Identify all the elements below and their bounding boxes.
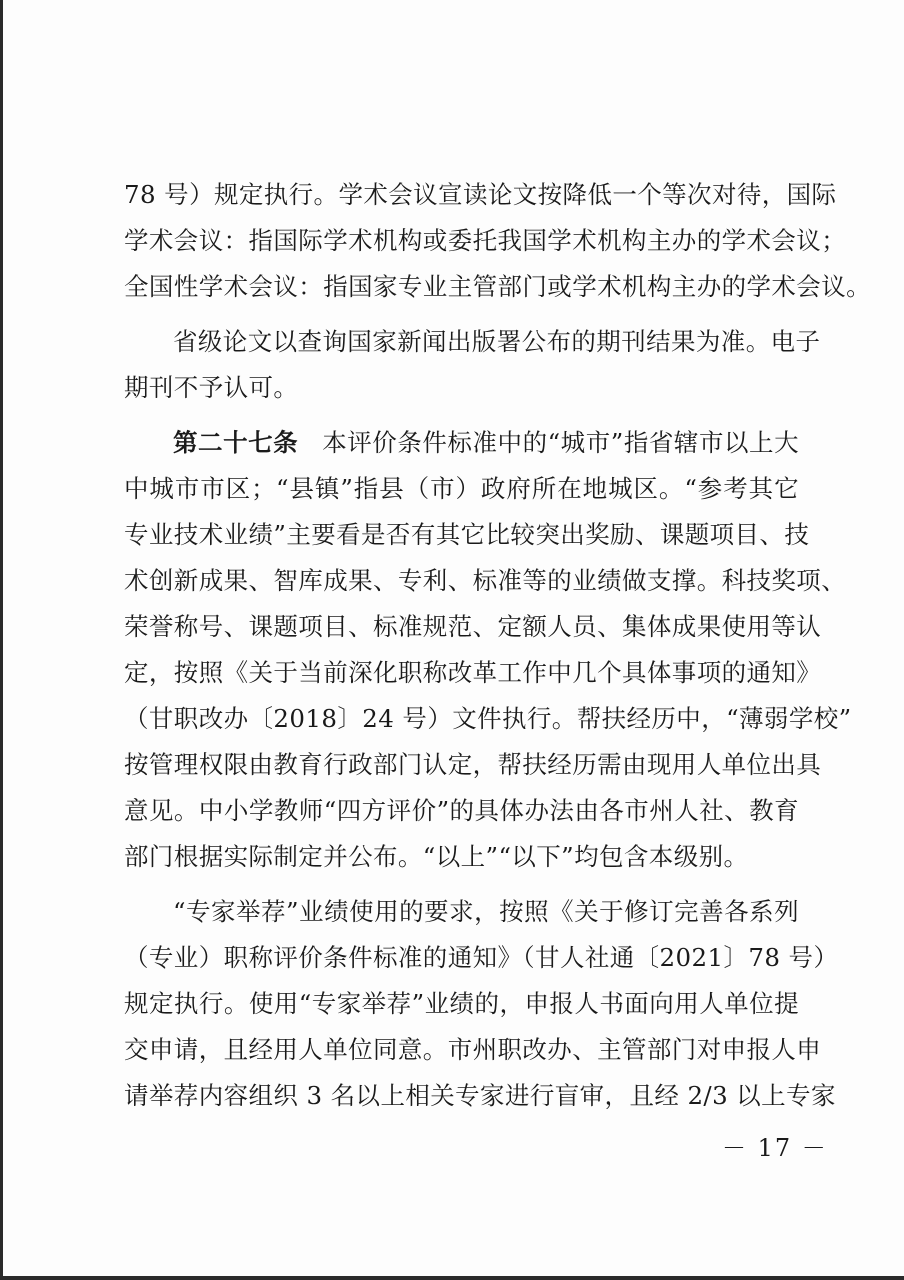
text-line: （甘职改办〔2018〕24 号）文件执行。帮扶经历中，“薄弱学校” [124, 704, 852, 733]
page-number: － 17 － [722, 1134, 828, 1162]
document-body [124, 172, 871, 1119]
text-line: 78 号）规定执行。学术会议宣读论文按降低一个等次对待，国际 [124, 180, 837, 209]
paragraph-1 [124, 172, 871, 310]
text-line [124, 420, 799, 466]
text-line: 术创新成果、智库成果、专利、标准等的业绩做支撑。科技奖项、 [124, 566, 847, 595]
text-line: 省级论文以查询国家新闻出版署公布的期刊结果为准。电子 [173, 327, 821, 356]
text-line: （专业）职称评价条件标准的通知》（甘人社通〔2021〕78 号） [124, 943, 839, 972]
text-line: 期刊不予认可。 [124, 373, 299, 402]
text-line: 交申请，且经用人单位同意。市州职改办、主管部门对申报人申 [124, 1035, 822, 1064]
text-line: 中城市市区；“县镇”指县（市）政府所在地城区。“参考其它 [124, 474, 799, 503]
scan-edge-bottom [0, 1276, 904, 1280]
text-line-body: 本评价条件标准中的“城市”指省辖市以上大 [322, 428, 799, 457]
text-line: 专业技术业绩”主要看是否有其它比较突出奖励、课题项目、技 [124, 520, 810, 549]
text-line: 规定执行。使用“专家举荐”业绩的，申报人书面向用人单位提 [124, 989, 799, 1018]
scan-edge-left [0, 0, 3, 1280]
text-line: 学术会议：指国际学术机构或委托我国学术机构主办的学术会议； [124, 226, 847, 255]
paragraph-4 [124, 889, 839, 1119]
text-line: 意见。中小学教师“四方评价”的具体办法由各市州人社、教育 [124, 796, 799, 825]
text-line: 荣誉称号、课题项目、标准规范、定额人员、集体成果使用等认 [124, 612, 822, 641]
article-heading: 第二十七条 [173, 428, 299, 457]
text-line: 按管理权限由教育行政部门认定，帮扶经历需由现用人单位出具 [124, 750, 822, 779]
text-line: “专家举荐”业绩使用的要求，按照《关于修订完善各系列 [173, 897, 799, 926]
text-line: 定，按照《关于当前深化职称改革工作中几个具体事项的通知》 [124, 658, 822, 687]
text-line: 请举荐内容组织 3 名以上相关专家进行盲审，且经 2/3 以上专家 [124, 1081, 836, 1110]
article-27-paragraph [124, 420, 852, 880]
text-line: 部门根据实际制定并公布。“以上”“以下”均包含本级别。 [124, 842, 749, 871]
text-line: 全国性学术会议：指国家专业主管部门或学术机构主办的学术会议。 [124, 272, 871, 301]
paragraph-2 [124, 319, 821, 411]
